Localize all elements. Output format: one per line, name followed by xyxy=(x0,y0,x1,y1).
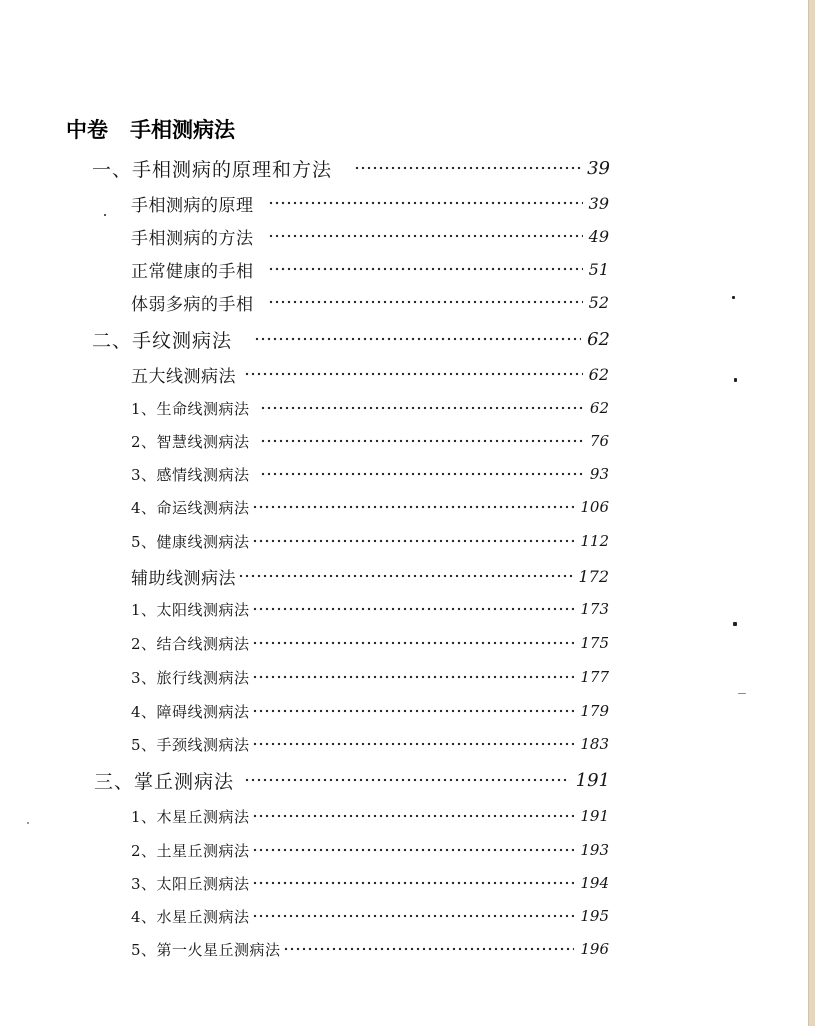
toc-item xyxy=(131,662,609,692)
toc-subsection xyxy=(131,359,609,389)
toc-leader-dots xyxy=(244,765,570,795)
toc-subsection xyxy=(131,221,609,251)
toc-item xyxy=(131,492,609,522)
toc-page-number: 191 xyxy=(575,769,610,791)
toc-entry-label: 正常健康的手相 xyxy=(131,261,254,282)
toc-page-number: 195 xyxy=(580,907,609,925)
toc-page-number: 173 xyxy=(580,600,609,618)
toc-page-number: 196 xyxy=(580,940,609,958)
toc-item xyxy=(131,901,609,931)
toc-item xyxy=(131,934,609,964)
toc-leader-dots xyxy=(260,393,584,423)
toc-page-number: 39 xyxy=(587,157,610,179)
page-edge xyxy=(808,0,815,1026)
chapter-heading xyxy=(66,114,235,144)
toc-subsection xyxy=(131,254,609,284)
toc-leader-dots xyxy=(354,153,581,183)
toc-page-number: 49 xyxy=(588,226,609,246)
toc-leader-dots xyxy=(238,561,572,591)
toc-item xyxy=(131,594,609,624)
toc-page-number: 106 xyxy=(580,498,609,516)
toc-entry-label: 2、土星丘测病法 xyxy=(131,841,250,860)
toc-leader-dots xyxy=(252,868,575,898)
toc-item xyxy=(131,426,609,456)
chapter-title: 手相测病法 xyxy=(130,118,235,142)
toc-entry-label: 1、木星丘测病法 xyxy=(131,807,250,826)
toc-section-3 xyxy=(94,765,610,795)
toc-page-number: 175 xyxy=(580,634,609,652)
toc-leader-dots xyxy=(252,901,575,931)
scan-speck xyxy=(734,378,737,382)
toc-entry-label: 1、生命线测病法 xyxy=(131,399,250,418)
toc-item xyxy=(131,729,609,759)
toc-section-2 xyxy=(92,324,610,354)
toc-page-number: 179 xyxy=(580,702,609,720)
toc-leader-dots xyxy=(268,287,583,317)
toc-entry-label: 3、感情线测病法 xyxy=(131,465,250,484)
toc-subsection xyxy=(131,561,609,591)
toc-page-number: 62 xyxy=(588,364,609,384)
toc-entry-label: 5、第一火星丘测病法 xyxy=(131,940,281,959)
toc-entry-label: 4、命运线测病法 xyxy=(131,498,250,517)
toc-entry-label: 4、水星丘测病法 xyxy=(131,907,250,926)
scan-speck xyxy=(27,822,29,824)
toc-page-number: 112 xyxy=(580,532,609,550)
toc-leader-dots xyxy=(252,729,575,759)
toc-item xyxy=(131,393,609,423)
toc-page-number: 62 xyxy=(589,399,609,417)
toc-page-number: 193 xyxy=(580,841,609,859)
toc-entry-label: 手相测病的原理 xyxy=(131,195,254,216)
toc-leader-dots xyxy=(252,594,575,624)
toc-entry-label: 5、手颈线测病法 xyxy=(131,735,250,754)
toc-item xyxy=(131,868,609,898)
toc-page-number: 52 xyxy=(588,292,609,312)
toc-entry-label: 2、智慧线测病法 xyxy=(131,432,250,451)
scan-speck xyxy=(738,693,746,694)
toc-page-number: 62 xyxy=(587,328,610,350)
scan-speck xyxy=(733,622,737,626)
toc-section-1 xyxy=(92,153,610,183)
toc-entry-label: 手相测病的方法 xyxy=(131,228,254,249)
toc-entry-label: 1、太阳线测病法 xyxy=(131,600,250,619)
toc-leader-dots xyxy=(252,526,575,556)
scan-speck xyxy=(104,214,106,216)
toc-page-number: 194 xyxy=(580,874,609,892)
toc-leader-dots xyxy=(252,492,575,522)
toc-item xyxy=(131,835,609,865)
toc-page-number: 177 xyxy=(580,668,609,686)
toc-entry-label: 3、太阳丘测病法 xyxy=(131,874,250,893)
toc-leader-dots xyxy=(254,324,581,354)
toc-leader-dots xyxy=(252,801,575,831)
toc-leader-dots xyxy=(252,662,575,692)
toc-page-number: 39 xyxy=(588,193,609,213)
toc-item xyxy=(131,526,609,556)
toc-page-number: 93 xyxy=(589,465,609,483)
toc-leader-dots xyxy=(283,934,575,964)
toc-leader-dots xyxy=(260,459,584,489)
toc-leader-dots xyxy=(252,835,575,865)
toc-leader-dots xyxy=(260,426,584,456)
toc-entry-label: 5、健康线测病法 xyxy=(131,532,250,551)
toc-leader-dots xyxy=(268,188,583,218)
toc-item xyxy=(131,696,609,726)
toc-page-number: 183 xyxy=(580,735,609,753)
toc-entry-label: 三、掌丘测病法 xyxy=(94,770,235,793)
toc-subsection xyxy=(131,287,609,317)
toc-item xyxy=(131,801,609,831)
scan-speck xyxy=(732,296,735,299)
toc-entry-label: 辅助线测病法 xyxy=(131,568,236,589)
toc-entry-label: 4、障碍线测病法 xyxy=(131,702,250,721)
toc-entry-label: 五大线测病法 xyxy=(131,366,236,387)
toc-page-number: 51 xyxy=(588,259,609,279)
toc-page-number: 76 xyxy=(589,432,609,450)
toc-entry-label: 二、手纹测病法 xyxy=(92,329,233,352)
toc-entry-label: 2、结合线测病法 xyxy=(131,634,250,653)
toc-page-number: 191 xyxy=(580,807,609,825)
toc-subsection xyxy=(131,188,609,218)
toc-leader-dots xyxy=(268,254,583,284)
toc-item xyxy=(131,459,609,489)
toc-leader-dots xyxy=(268,221,583,251)
toc-leader-dots xyxy=(252,696,575,726)
toc-entry-label: 3、旅行线测病法 xyxy=(131,668,250,687)
toc-leader-dots xyxy=(252,628,575,658)
toc-page-number: 172 xyxy=(578,566,609,586)
chapter-number: 中卷 xyxy=(66,118,108,142)
toc-leader-dots xyxy=(244,359,583,389)
toc-entry-label: 一、手相测病的原理和方法 xyxy=(92,158,333,181)
toc-entry-label: 体弱多病的手相 xyxy=(131,294,254,315)
toc-item xyxy=(131,628,609,658)
